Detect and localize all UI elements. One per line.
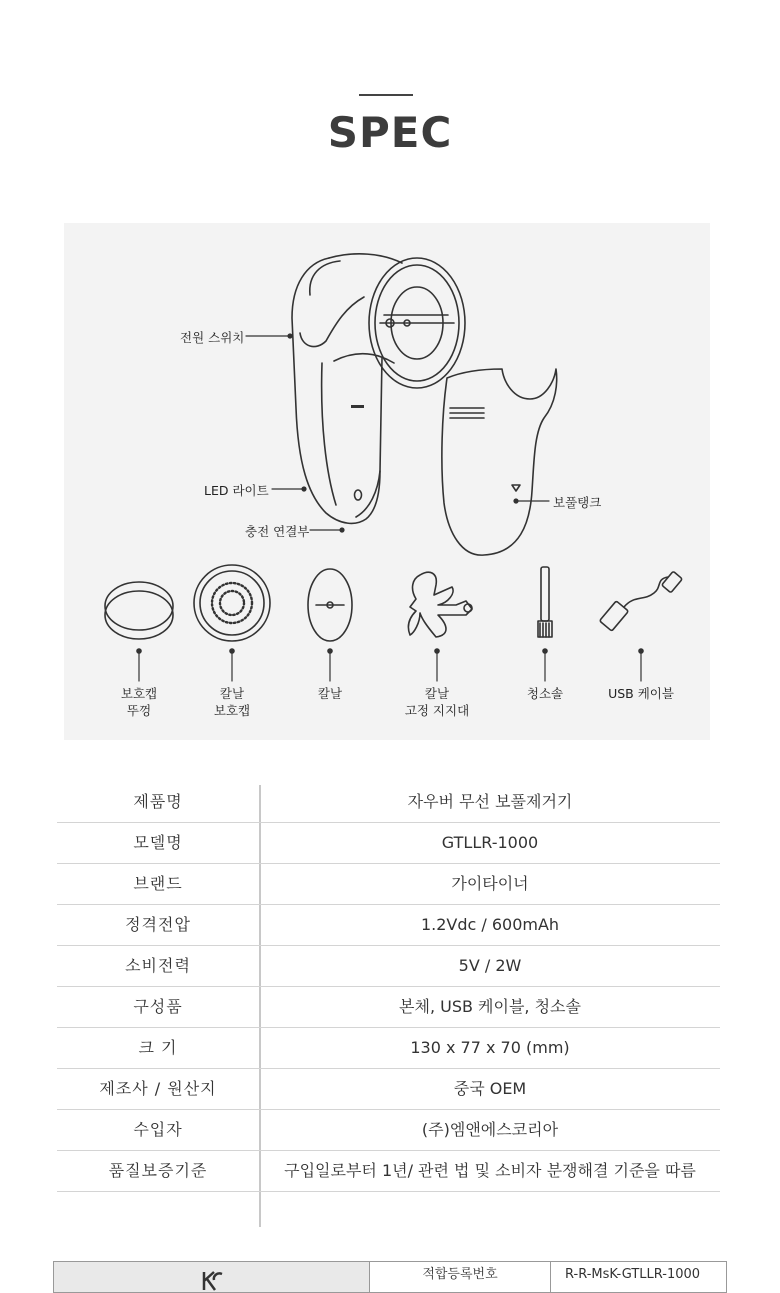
spec-key: 정격전압 <box>125 915 191 934</box>
device-head <box>369 258 465 388</box>
spec-value: 중국 OEM <box>453 1079 527 1098</box>
part-label-blade-holder: 칼날 고정 지지대 <box>404 686 470 718</box>
callout-lint-tank: 보풀탱크 <box>553 495 602 510</box>
part-usb-cable <box>600 571 683 681</box>
table-row <box>57 1069 720 1110</box>
part-brush <box>538 567 552 681</box>
spec-key: 품질보증기준 <box>108 1161 208 1180</box>
kc-mark-icon <box>200 1266 226 1292</box>
callout-charge-port: 충전 연결부 <box>245 524 310 539</box>
table-row <box>57 1151 720 1192</box>
part-cap-lid <box>105 582 173 681</box>
spec-value: 가이타이너 <box>451 874 529 893</box>
part-label-cap-lid: 보호캡 뚜껑 <box>120 686 158 718</box>
device-body <box>292 254 402 524</box>
table-row <box>57 823 720 864</box>
table-row <box>57 782 720 823</box>
table-row <box>57 946 720 987</box>
table-row <box>57 987 720 1028</box>
kc-logo-area <box>54 1262 370 1292</box>
part-label-usb-cable: USB 케이블 <box>608 686 674 701</box>
spec-value: 구입일로부터 1년/ 관련 법 및 소비자 분쟁해결 기준을 따름 <box>284 1161 696 1180</box>
cert-number: R-R-MsK-GTLLR-1000 <box>565 1267 701 1282</box>
spec-key: 제조사 / 원산지 <box>99 1079 217 1098</box>
spec-value: 130 x 77 x 70 (mm) <box>410 1038 570 1057</box>
part-label-blade-guard: 칼날 보호캡 <box>213 686 251 718</box>
callout-lines <box>246 334 549 532</box>
product-illustration <box>64 223 710 740</box>
spec-value: 자우버 무선 보풀제거기 <box>407 792 573 811</box>
spec-value: GTLLR-1000 <box>441 833 539 852</box>
part-blade-holder <box>408 572 472 681</box>
table-row <box>57 1028 720 1069</box>
page-title: SPEC <box>327 108 453 157</box>
part-label-brush: 청소솔 <box>526 686 564 701</box>
spec-key: 크 기 <box>138 1038 178 1057</box>
table-row <box>57 1110 720 1151</box>
callout-led-light: LED 라이트 <box>204 483 269 498</box>
spec-value: 본체, USB 케이블, 청소솔 <box>399 997 581 1016</box>
lint-tank <box>442 369 557 555</box>
spec-key: 소비전력 <box>125 956 191 975</box>
part-blade <box>308 569 352 681</box>
spec-value: 1.2Vdc / 600mAh <box>420 915 560 934</box>
spec-key: 수입자 <box>133 1120 183 1139</box>
table-row <box>57 864 720 905</box>
callout-power-switch: 전원 스위치 <box>180 330 245 345</box>
title-divider <box>359 94 413 96</box>
spec-key: 구성품 <box>133 997 183 1016</box>
certification-box <box>53 1261 727 1293</box>
spec-table <box>57 782 720 1192</box>
spec-key: 브랜드 <box>133 874 183 893</box>
table-row <box>57 905 720 946</box>
part-blade-guard <box>194 565 270 681</box>
spec-value: 5V / 2W <box>458 956 522 975</box>
product-diagram <box>64 223 710 740</box>
spec-value: (주)엠앤에스코리아 <box>421 1120 559 1139</box>
spec-key: 제품명 <box>133 792 183 811</box>
part-label-blade: 칼날 <box>317 686 343 701</box>
cert-label: 적합등록번호 <box>370 1262 551 1292</box>
spec-key: 모델명 <box>133 833 183 852</box>
